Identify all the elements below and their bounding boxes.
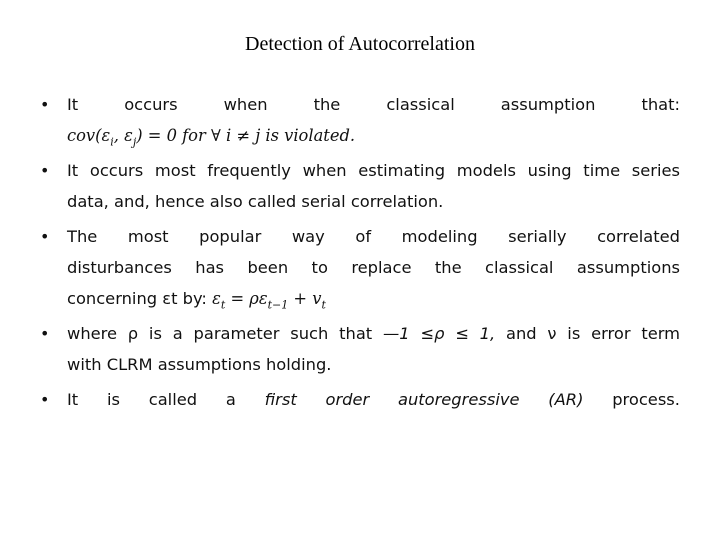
bullet-1-formula: $cov(\varepsilon_i$, $\varepsilon_j) = 0$ for ∀ i ≠ j is violated.	[67, 126, 356, 149]
bullet-2-line-1: It occurs most frequently when estimating models using time series	[67, 161, 680, 180]
bullet-3-line-3	[67, 283, 680, 314]
bullet-dot-icon: •	[40, 95, 50, 114]
slide-title: Detection of Autocorrelation	[245, 33, 475, 55]
bullet-3	[40, 221, 680, 314]
bullet-5-part-1: It is called a	[67, 390, 236, 409]
bullet-4-line-1	[67, 318, 680, 349]
bullet-1	[40, 89, 680, 151]
ar-abbreviation: (AR)	[548, 390, 584, 409]
bullet-2	[40, 155, 680, 217]
bullet-4-line-2: with CLRM assumptions holding.	[67, 355, 332, 374]
bullet-dot-icon: •	[40, 324, 50, 343]
bullet-dot-icon: •	[40, 390, 50, 409]
bullet-3-line-1: The most popular way of modeling serially correlated	[67, 227, 680, 246]
bullet-list	[40, 89, 680, 419]
bullet-1-text: It occurs when the classical assumption that:	[67, 95, 680, 114]
bullet-5-line	[67, 384, 680, 415]
bullet-5-part-2: process.	[612, 390, 680, 409]
bullet-3-line-2: disturbances has been to replace the classical assumptions	[67, 258, 680, 277]
bullet-dot-icon: •	[40, 227, 50, 246]
bullet-4-part-2: and ν is error term	[505, 324, 680, 343]
bullet-5	[40, 384, 680, 415]
bullet-4-part-1: where ρ is a parameter such that	[67, 324, 373, 343]
rho-range: —1 ≤ρ ≤ 1,	[383, 324, 496, 343]
bullet-2-line-2: data, and, hence also called serial correlation.	[67, 192, 444, 211]
ar1-equation: $\varepsilon_t = \rho\varepsilon_{t-1} + v_t$	[212, 289, 326, 312]
bullet-4	[40, 318, 680, 380]
bullet-3-prefix: concerning εt by:	[67, 289, 207, 308]
bullet-5-emphasis: first order autoregressive	[264, 390, 520, 409]
bullet-dot-icon: •	[40, 161, 50, 180]
